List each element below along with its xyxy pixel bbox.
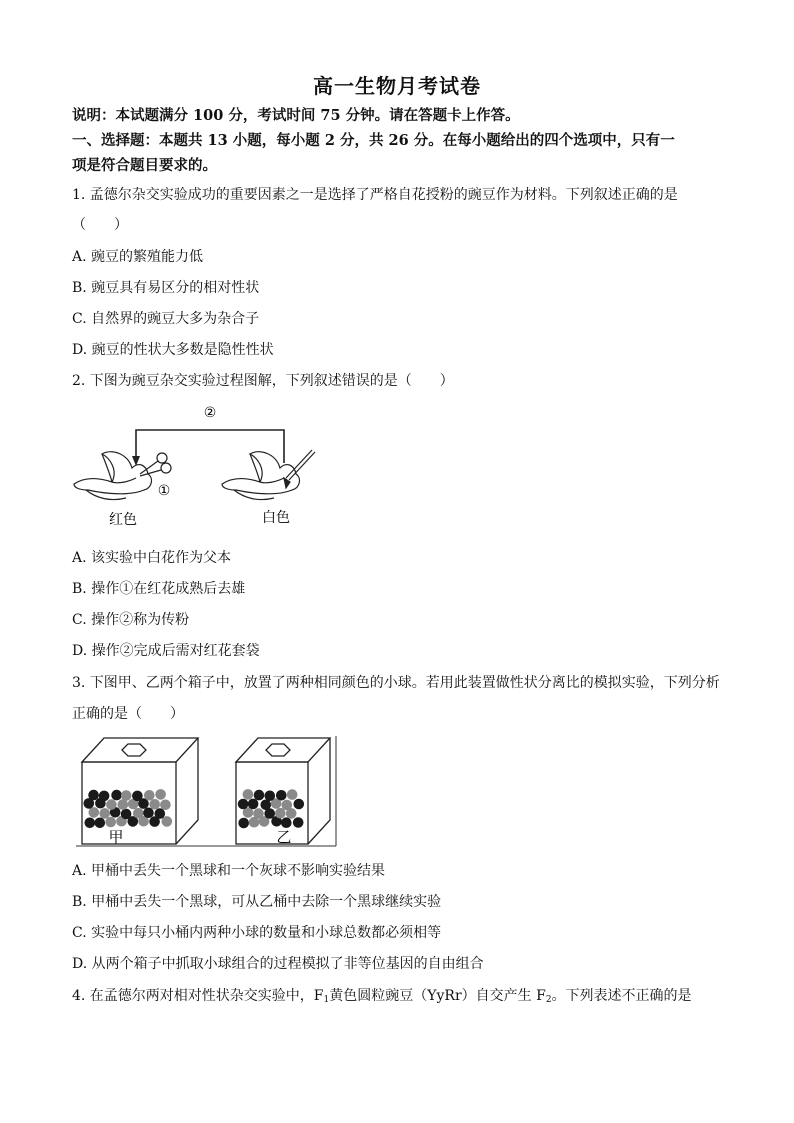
q2-option-a: A. 该实验中白花作为父本: [72, 550, 232, 566]
ball: [133, 808, 144, 819]
exam-note: 说明：本试题满分 100 分，考试时间 75 分钟。请在答题卡上作答。: [72, 107, 520, 124]
section-heading-line2: 项是符合题目要求的。: [72, 157, 217, 174]
q4-sub-2: 2: [545, 995, 552, 1005]
ball: [293, 817, 304, 828]
ball: [276, 790, 287, 801]
red-flower-icon: [74, 452, 151, 500]
white-label: 白色: [262, 510, 290, 526]
balls-yi: [238, 789, 304, 828]
ball-box-diagram: [76, 734, 342, 850]
ball: [99, 791, 110, 802]
ball: [282, 800, 293, 811]
q2-option-b: B. 操作①在红花成熟后去雄: [72, 581, 246, 597]
q1-answer-paren: （ ）: [72, 217, 128, 233]
step-1-label: ①: [157, 483, 171, 499]
ball: [99, 808, 110, 819]
q3-stem-line2: 正确的是（ ）: [72, 706, 184, 722]
q1-option-c: C. 自然界的豌豆大多为杂合子: [72, 311, 260, 327]
q4-stem-part3: 。下列表述不正确的是: [551, 988, 692, 1004]
page-title: 高一生物月考试卷: [313, 74, 481, 98]
ball: [287, 789, 298, 800]
scissors-icon: [140, 453, 171, 476]
ball: [238, 818, 249, 829]
ball: [155, 789, 166, 800]
ball: [106, 799, 117, 810]
q1-option-a: A. 豌豆的繁殖能力低: [72, 249, 204, 265]
ball: [238, 799, 249, 810]
q3-option-a: A. 甲桶中丢失一个黑球和一个灰球不影响实验结果: [72, 863, 386, 879]
ball: [121, 790, 132, 801]
q4-stem-part1: 4. 在孟德尔两对相对性状杂交实验中，F: [72, 988, 324, 1004]
step-2-label: ②: [203, 405, 217, 421]
ball: [89, 807, 100, 818]
ball: [121, 809, 132, 820]
balls-jia: [84, 789, 173, 828]
box-jia-label: 甲: [108, 828, 124, 846]
q3-option-d: D. 从两个箱子中抓取小球组合的过程模拟了非等位基因的自由组合: [72, 956, 484, 972]
ball: [111, 790, 122, 801]
q4-sub-1: 1: [323, 995, 330, 1005]
q2-stem: 2. 下图为豌豆杂交实验过程图解，下列叙述错误的是（ ）: [72, 373, 454, 389]
box-jia: [82, 738, 198, 844]
ball: [95, 818, 106, 829]
ball: [144, 790, 155, 801]
q3-option-b: B. 甲桶中丢失一个黑球，可从乙桶中去除一个黑球继续实验: [72, 894, 442, 910]
pollination-diagram: [66, 398, 336, 533]
ball: [243, 789, 254, 800]
box-yi-label: 乙: [276, 828, 292, 846]
ball: [248, 799, 259, 810]
ball: [155, 808, 166, 819]
q2-option-d: D. 操作②完成后需对红花套袋: [72, 643, 260, 659]
q4-stem-part2: 黄色圆粒豌豆（YyRr）自交产生 F: [329, 988, 546, 1004]
ball: [294, 799, 305, 810]
ball: [88, 790, 99, 801]
q1-stem: 1. 孟德尔杂交实验成功的重要因素之一是选择了严格自花授粉的豌豆作为材料。下列叙述正确的是: [72, 187, 678, 203]
ball: [281, 817, 292, 828]
ball: [160, 800, 171, 811]
ball: [105, 817, 116, 828]
ball: [265, 791, 276, 802]
q2-option-c: C. 操作②称为传粉: [72, 612, 190, 628]
ball: [118, 799, 129, 810]
ball: [253, 808, 264, 819]
ball: [254, 790, 265, 801]
ball: [132, 791, 143, 802]
ball: [149, 799, 160, 810]
section-heading-line1: 一、选择题：本题共 13 小题，每小题 2 分，共 26 分。在每小题给出的四个选项中，只有一: [72, 132, 675, 149]
ball: [143, 808, 154, 819]
q3-stem-line1: 3. 下图甲、乙两个箱子中，放置了两种相同颜色的小球。若用此装置做性状分离比的模拟实验，下列分析: [72, 675, 720, 691]
q3-option-c: C. 实验中每只小桶内两种小球的数量和小球总数都必须相等: [72, 925, 442, 941]
ball: [85, 818, 96, 829]
red-label: 红色: [109, 512, 137, 528]
q4-stem: [72, 985, 732, 1005]
q1-option-b: B. 豌豆具有易区分的相对性状: [72, 280, 260, 296]
q1-option-d: D. 豌豆的性状大多数是隐性性状: [72, 342, 274, 358]
